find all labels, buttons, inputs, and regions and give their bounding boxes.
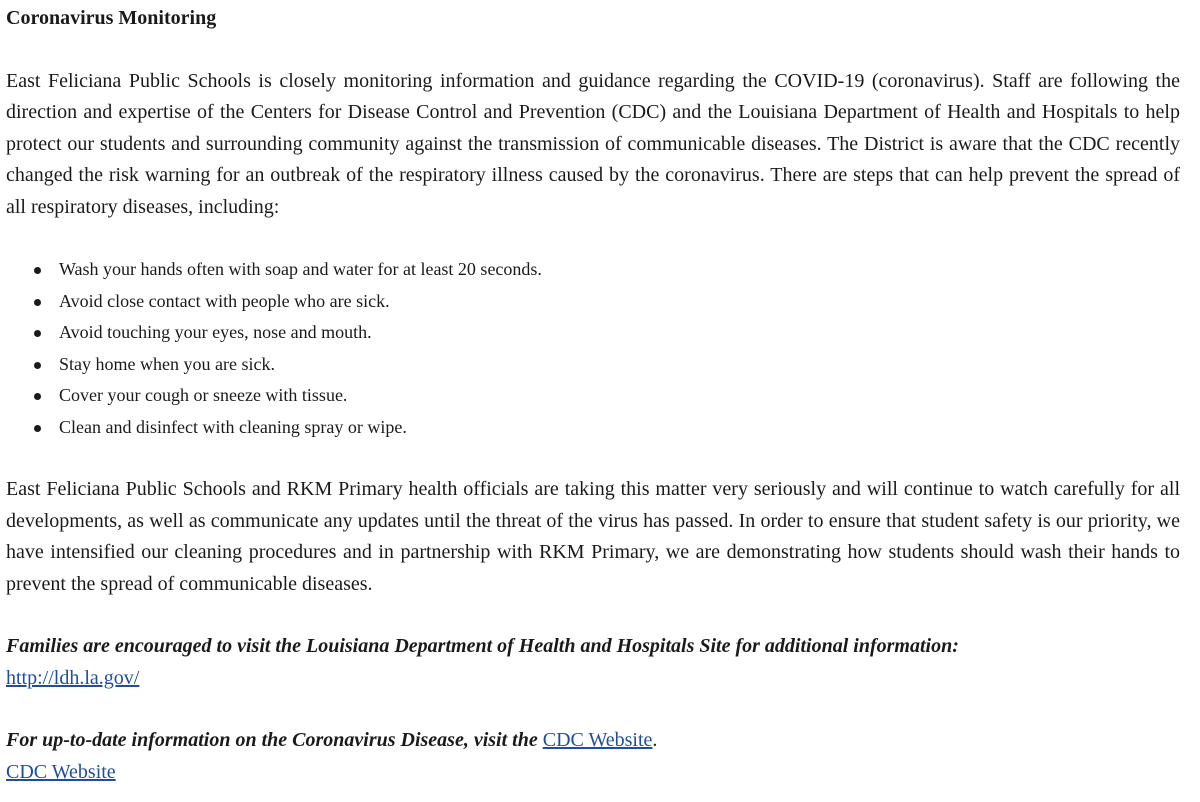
ldh-link[interactable]: http://ldh.la.gov/ xyxy=(6,666,140,689)
list-item-text: Clean and disinfect with cleaning spray or wipe. xyxy=(59,416,407,437)
list-item xyxy=(6,254,1180,286)
list-item xyxy=(6,349,1180,381)
cdc-note-text: For up-to-date information on the Coronavirus Disease, visit the xyxy=(6,729,538,751)
bullet-icon xyxy=(34,425,41,432)
cdc-note xyxy=(6,725,1180,757)
cdc-inline-link[interactable]: CDC Website xyxy=(542,729,653,751)
bullet-icon xyxy=(34,393,41,400)
list-item xyxy=(6,317,1180,349)
cdc-note-period: . xyxy=(652,729,658,751)
cdc-website-link[interactable]: CDC Website xyxy=(6,760,116,783)
health-officials-paragraph: East Feliciana Public Schools and RKM Primary health officials are taking this matter very seriously and will continue to watch carefully for all developments, as well as communicate any updates until the threat of the virus has passed. In order to ensure that student safety is our priority, we have intensified our cleaning procedures and in partnership with RKM Primary, we are demonstrating how students should wash their hands to prevent the spread of communicable diseases. xyxy=(6,478,1180,595)
families-note: Families are encouraged to visit the Louisiana Department of Health and Hospitals Site for additional information: xyxy=(6,635,959,657)
list-item-text: Cover your cough or sneeze with tissue. xyxy=(59,385,348,405)
bullet-icon xyxy=(34,330,41,337)
families-section xyxy=(6,631,1180,694)
page-title: Coronavirus Monitoring xyxy=(6,7,217,29)
list-item-text: Stay home when you are sick. xyxy=(59,353,275,374)
list-item-text: Avoid touching your eyes, nose and mouth. xyxy=(59,322,372,342)
prevention-steps-list xyxy=(6,254,1180,443)
list-item-text: Avoid close contact with people who are sick. xyxy=(59,290,390,311)
list-item xyxy=(6,286,1180,318)
cdc-section xyxy=(6,725,1180,788)
list-item-text: Wash your hands often with soap and water for at least 20 seconds. xyxy=(59,259,542,279)
list-item xyxy=(6,380,1180,412)
bullet-icon xyxy=(34,362,41,369)
intro-paragraph: East Feliciana Public Schools is closely monitoring information and guidance regarding the COVID-19 (coronavirus). Staff are following the direction and expertise of the Centers for Disease Control and Prevention (CDC) and the Louisiana Department of Health and Hospitals to help protect our students and surrounding community against the transmission of communicable diseases. The District is aware that the CDC recently changed the risk warning for an outbreak of the respiratory illness caused by the coronavirus. There are steps that can help prevent the spread of all respiratory diseases, including: xyxy=(6,69,1180,218)
bullet-icon xyxy=(34,299,41,306)
bullet-icon xyxy=(34,267,41,274)
list-item xyxy=(6,412,1180,444)
